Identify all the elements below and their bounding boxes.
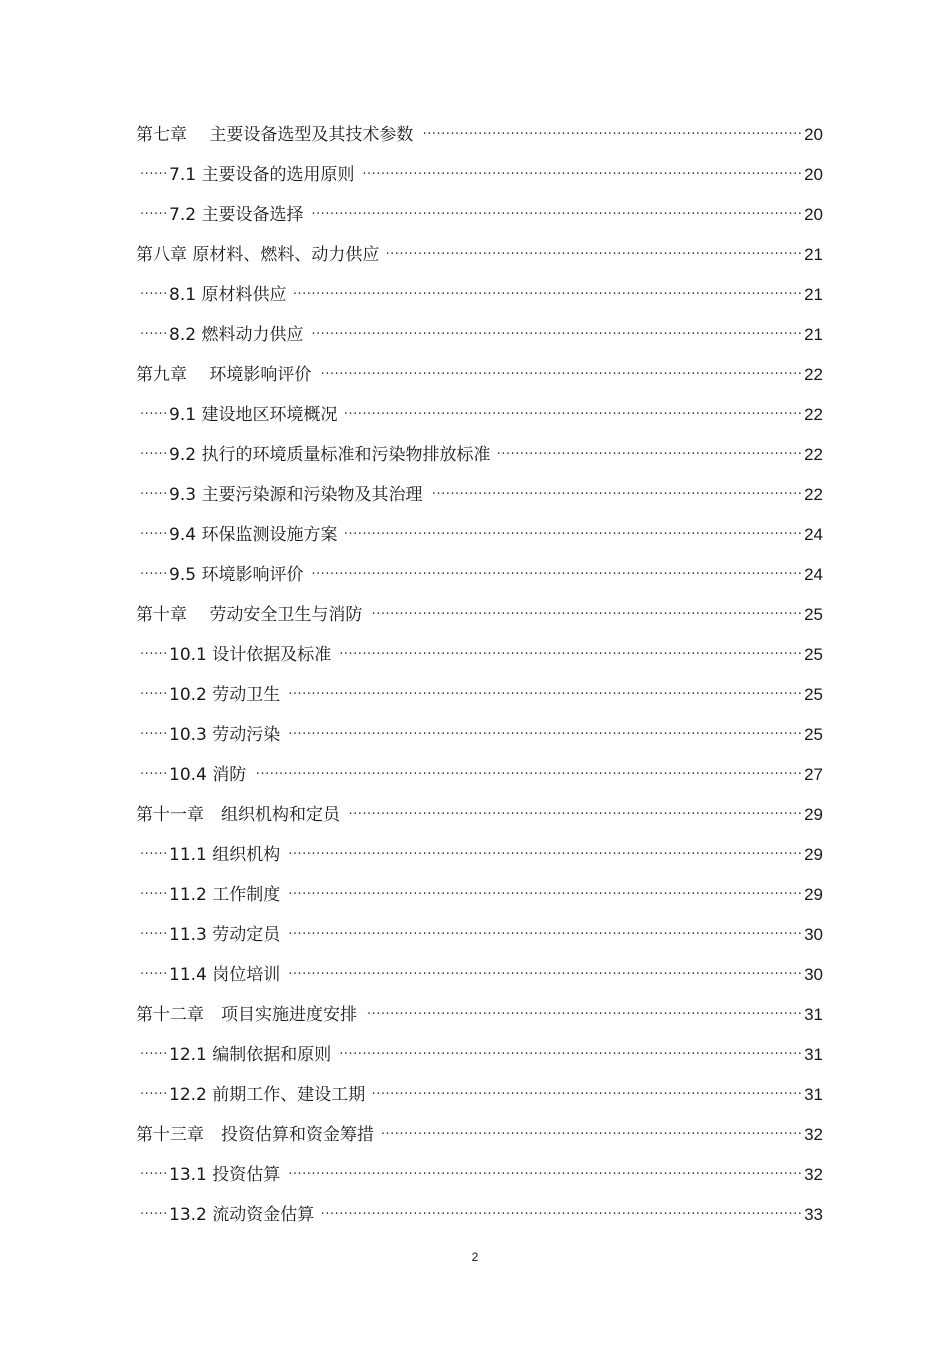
toc-section-entry[interactable]: [0, 480, 950, 510]
toc-section-entry[interactable]: [0, 560, 950, 590]
toc-entry-label: 10.4 消防: [169, 760, 254, 790]
toc-page-number: 22: [802, 480, 823, 510]
toc-chapter-entry[interactable]: [0, 600, 950, 630]
toc-page-number: 30: [802, 920, 823, 950]
toc-entry-label: 9.1 建设地区环境概况: [169, 400, 345, 430]
toc-entry-label: 7.1 主要设备的选用原则: [169, 160, 362, 190]
toc-page-number: 22: [802, 360, 823, 390]
toc-section-entry[interactable]: [0, 840, 950, 870]
toc-page-number: 32: [802, 1160, 823, 1190]
toc-section-entry[interactable]: [0, 720, 950, 750]
toc-section-entry[interactable]: [0, 440, 950, 470]
toc-page-number: 30: [802, 960, 823, 990]
toc-entry-label: 第七章 主要设备选型及其技术参数: [136, 120, 421, 150]
toc-page-number: 32: [802, 1120, 823, 1150]
toc-section-entry[interactable]: [0, 920, 950, 950]
toc-entry-label: 13.2 流动资金估算: [169, 1200, 322, 1230]
toc-entry-label: 8.2 燃料动力供应: [169, 320, 311, 350]
toc-section-entry[interactable]: [0, 280, 950, 310]
toc-entry-label: 第八章 原材料、燃料、动力供应: [136, 240, 387, 270]
toc-page-number: 25: [802, 680, 823, 710]
toc-entry-label: 9.2 执行的环境质量标准和污染物排放标准: [169, 440, 498, 470]
toc-entry-label: 第十章 劳动安全卫生与消防: [136, 600, 370, 630]
toc-section-entry[interactable]: [0, 520, 950, 550]
toc-entry-label: 10.1 设计依据及标准: [169, 640, 339, 670]
toc-chapter-entry[interactable]: [0, 1000, 950, 1030]
toc-page-number: 33: [802, 1200, 823, 1230]
toc-section-entry[interactable]: [0, 960, 950, 990]
toc-page-number: 31: [802, 1000, 823, 1030]
toc-page-number: 24: [802, 520, 823, 550]
toc-page-number: 25: [802, 640, 823, 670]
toc-chapter-entry[interactable]: [0, 1120, 950, 1150]
toc-entry-label: 10.2 劳动卫生: [169, 680, 288, 710]
toc-section-entry[interactable]: [0, 400, 950, 430]
toc-page-number: 31: [802, 1080, 823, 1110]
toc-entry-label: 10.3 劳动污染: [169, 720, 288, 750]
toc-section-entry[interactable]: [0, 1080, 950, 1110]
toc-entry-label: 12.1 编制依据和原则: [169, 1040, 339, 1070]
toc-page-number: 20: [802, 200, 823, 230]
toc-page-number: 21: [802, 240, 823, 270]
toc-section-entry[interactable]: [0, 1040, 950, 1070]
toc-entry-label: 11.4 岗位培训: [169, 960, 288, 990]
toc-entry-label: 8.1 原材料供应: [169, 280, 294, 310]
toc-page-number: 21: [802, 280, 823, 310]
toc-entry-label: 13.1 投资估算: [169, 1160, 288, 1190]
toc-entry-label: 第十一章 组织机构和定员: [136, 800, 348, 830]
toc-section-entry[interactable]: [0, 1200, 950, 1230]
toc-section-entry[interactable]: [0, 680, 950, 710]
toc-chapter-entry[interactable]: [0, 240, 950, 270]
toc-chapter-entry[interactable]: [0, 120, 950, 150]
toc-entry-label: 11.2 工作制度: [169, 880, 288, 910]
toc-page-number: 20: [802, 160, 823, 190]
toc-section-entry[interactable]: [0, 160, 950, 190]
toc-entry-label: 第九章 环境影响评价: [136, 360, 319, 390]
toc-page-number: 29: [802, 800, 823, 830]
toc-section-entry[interactable]: [0, 880, 950, 910]
toc-entry-label: 11.1 组织机构: [169, 840, 288, 870]
toc-page-number: 22: [802, 440, 823, 470]
toc-page-number: 20: [802, 120, 823, 150]
toc-entry-label: 9.4 环保监测设施方案: [169, 520, 345, 550]
toc-entry-label: 12.2 前期工作、建设工期: [169, 1080, 373, 1110]
page-number-footer: 2: [471, 1250, 479, 1264]
toc-entry-label: 9.5 环境影响评价: [169, 560, 311, 590]
toc-page-number: 22: [802, 400, 823, 430]
toc-entry-label: 7.2 主要设备选择: [169, 200, 311, 230]
toc-section-entry[interactable]: [0, 1160, 950, 1190]
toc-page-number: 29: [802, 840, 823, 870]
toc-entry-label: 第十二章 项目实施进度安排: [136, 1000, 365, 1030]
toc-entry-label: 第十三章 投资估算和资金筹措: [136, 1120, 382, 1150]
toc-chapter-entry[interactable]: [0, 800, 950, 830]
toc-page-number: 24: [802, 560, 823, 590]
toc-page-number: 25: [802, 720, 823, 750]
toc-page-number: 21: [802, 320, 823, 350]
toc-page-number: 25: [802, 600, 823, 630]
toc-section-entry[interactable]: [0, 640, 950, 670]
toc-page-number: 31: [802, 1040, 823, 1070]
toc-entry-label: 9.3 主要污染源和污染物及其治理: [169, 480, 430, 510]
toc-page-number: 29: [802, 880, 823, 910]
toc-page-number: 27: [802, 760, 823, 790]
toc-section-entry[interactable]: [0, 760, 950, 790]
toc-section-entry[interactable]: [0, 200, 950, 230]
toc-entry-label: 11.3 劳动定员: [169, 920, 288, 950]
toc-chapter-entry[interactable]: [0, 360, 950, 390]
toc-section-entry[interactable]: [0, 320, 950, 350]
